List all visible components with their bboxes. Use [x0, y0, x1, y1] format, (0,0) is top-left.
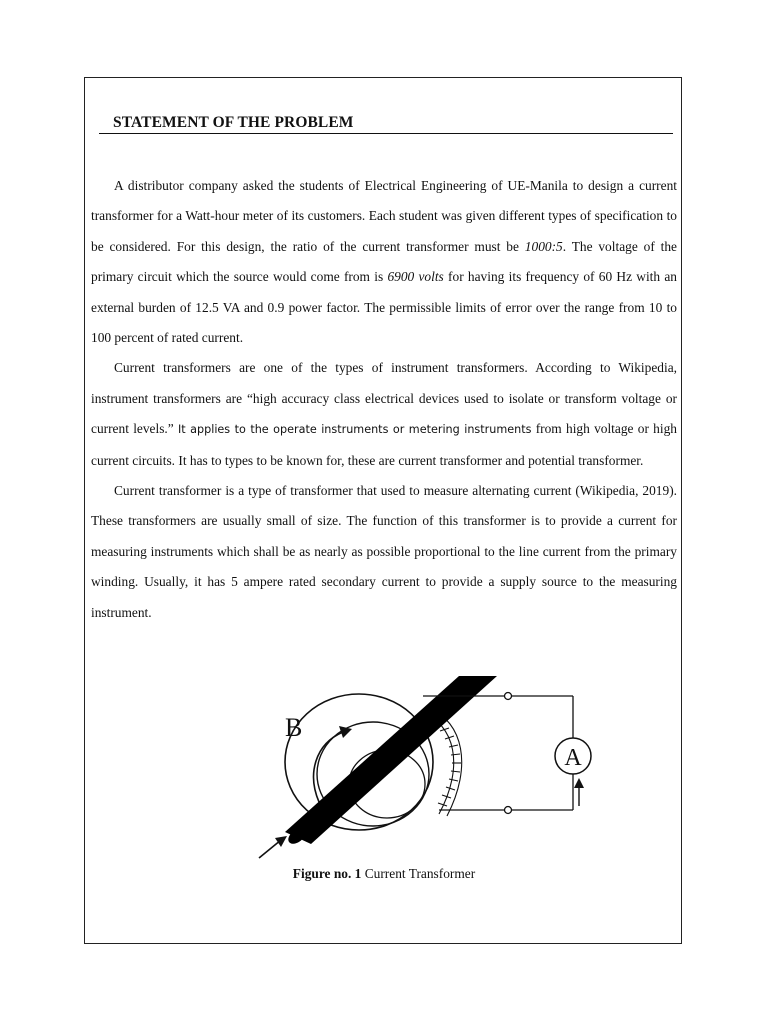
terminal-top [505, 693, 512, 700]
paragraph-2 [91, 353, 677, 476]
ammeter-label: A [564, 745, 582, 771]
terminal-bottom [505, 807, 512, 814]
current-transformer-diagram [233, 674, 595, 860]
paragraph-1-text-a: A distributor company asked the students of Electrical Engineering of UE-Manila to design a current transformer for a Watt-hour meter of its customers. Each student was given different types of specification to be considered. For this design, the ratio of the current transformer must be [91, 178, 677, 254]
paragraph-3: Current transformer is a type of transformer that used to measure alternating current (Wikipedia, 2019). These transformers are usually small of size. The function of this transformer is to provide a current for measuring instruments which shall be as nearly as possible proportional to the line current from the primary winding. Usually, it has 5 ampere rated secondary current to provide a supply source to the measuring instrument. [91, 483, 677, 620]
paragraph-1-text-b: . The voltage of the primary circuit which the source would come from is [91, 238, 677, 285]
page-frame [84, 77, 682, 944]
paragraph-1-text-c: for having its frequency of 60 Hz with an external burden of 12.5 VA and 0.9 power factor. The permissible limits of error over the range from 10 to 100 percent of rated current. [91, 269, 677, 346]
figure-caption-text: Current Transformer [361, 866, 476, 881]
section-heading: STATEMENT OF THE PROBLEM [113, 114, 354, 131]
body-text [91, 171, 677, 628]
heading-underline [99, 133, 673, 134]
paragraph-2-text-b: from high voltage or high current circuits. It has to types to be known for, these are current transformer and potential transformer. [91, 421, 677, 468]
figure-caption [85, 866, 683, 882]
current-transformer-figure [233, 674, 595, 860]
core-outer-ring [285, 694, 433, 830]
current-arrow-head [275, 836, 287, 847]
ratio-value: 1000:5 [524, 238, 563, 254]
figure-caption-label: Figure no. 1 [292, 866, 362, 881]
meter-current-arrow-head [574, 778, 584, 788]
paragraph-2-alt-font-text: It applies to the operate instruments or metering instruments [177, 423, 532, 437]
flux-label: B [285, 713, 303, 742]
current-arrow-line [259, 840, 281, 858]
paragraph-2-text-a: Current transformers are one of the types of instrument transformers. According to Wikipedia, instrument transformers are “high accuracy class electrical devices used to isolate or transform voltage or current levels.” [91, 360, 677, 437]
paragraph-1 [91, 171, 677, 353]
voltage-value: 6900 volts [387, 269, 444, 285]
